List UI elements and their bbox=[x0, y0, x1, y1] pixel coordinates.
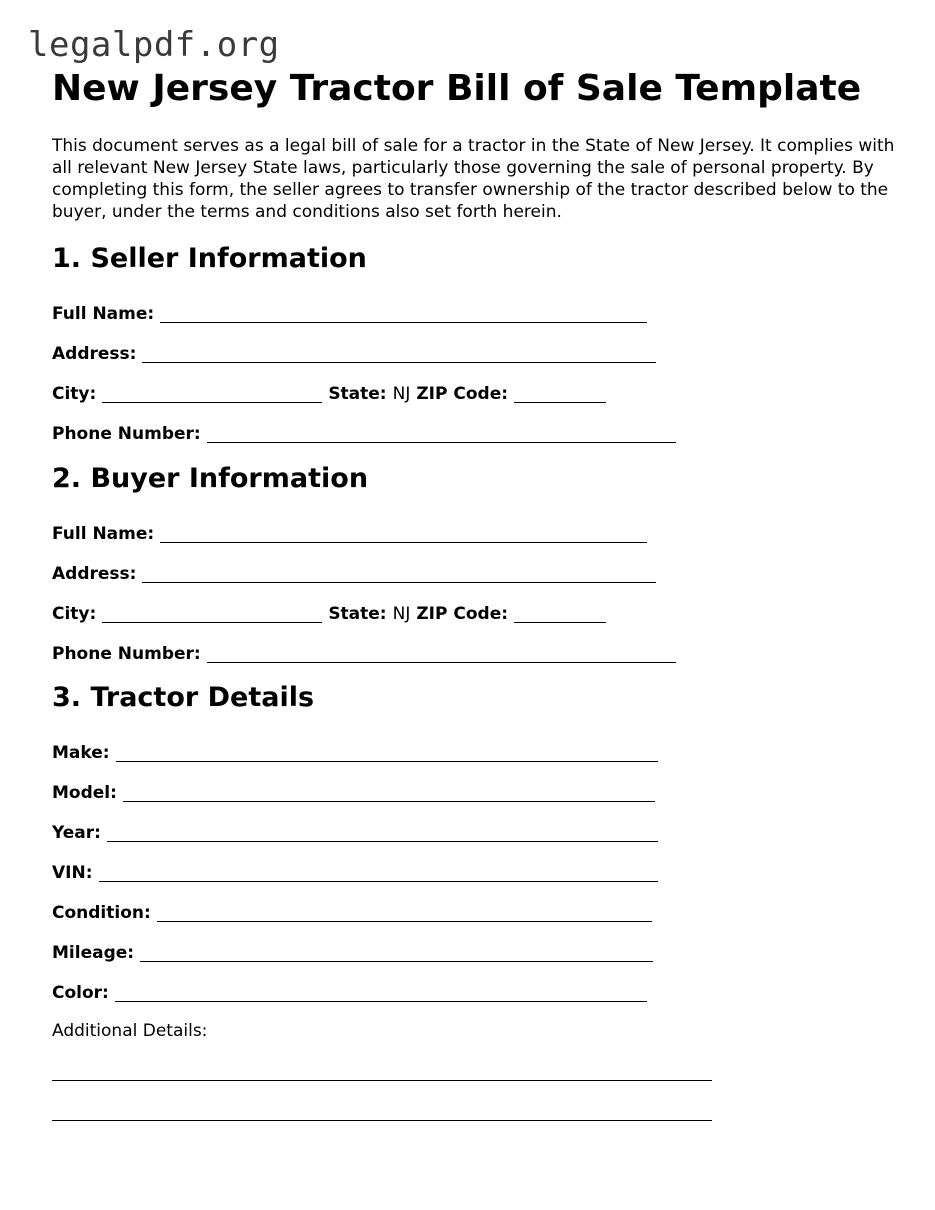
seller-zip-label: ZIP Code: bbox=[416, 384, 509, 404]
seller-phone-field[interactable] bbox=[207, 424, 676, 443]
tractor-mileage-row bbox=[52, 939, 653, 963]
seller-state-value: NJ bbox=[392, 384, 411, 404]
tractor-year-field[interactable] bbox=[107, 823, 658, 842]
tractor-model-row bbox=[52, 779, 655, 803]
buyer-full-name-label: Full Name: bbox=[52, 524, 155, 544]
tractor-make-field[interactable] bbox=[116, 743, 658, 762]
seller-section-heading: 1. Seller Information bbox=[52, 243, 367, 274]
tractor-model-label: Model: bbox=[52, 783, 117, 803]
buyer-phone-field[interactable] bbox=[207, 644, 676, 663]
seller-zip-field[interactable] bbox=[514, 384, 606, 403]
buyer-address-field[interactable] bbox=[142, 564, 656, 583]
seller-phone-row bbox=[52, 420, 676, 444]
buyer-phone-label: Phone Number: bbox=[52, 644, 201, 664]
intro-paragraph: This document serves as a legal bill of sale for a tractor in the State of New Jersey. It complies with all relevant New Jersey State laws, particularly those governing the sale of personal property. By completing this form, the seller agrees to transfer ownership of the tractor described below to the buyer, under the terms and conditions also set forth herein. bbox=[52, 136, 895, 222]
additional-details-label: Additional Details: bbox=[52, 1021, 208, 1041]
seller-city-state-zip-row bbox=[52, 380, 606, 404]
tractor-condition-label: Condition: bbox=[52, 903, 151, 923]
additional-details-line-2[interactable] bbox=[52, 1102, 712, 1121]
buyer-zip-label: ZIP Code: bbox=[416, 604, 509, 624]
tractor-make-row bbox=[52, 739, 658, 763]
page-title: New Jersey Tractor Bill of Sale Template bbox=[52, 68, 862, 109]
tractor-year-row bbox=[52, 819, 658, 843]
tractor-make-label: Make: bbox=[52, 743, 110, 763]
tractor-vin-row bbox=[52, 859, 658, 883]
buyer-city-field[interactable] bbox=[102, 604, 322, 623]
seller-city-label: City: bbox=[52, 384, 97, 404]
buyer-state-value: NJ bbox=[392, 604, 411, 624]
buyer-state-label: State: bbox=[328, 604, 387, 624]
tractor-color-label: Color: bbox=[52, 983, 109, 1003]
buyer-full-name-row bbox=[52, 520, 647, 544]
buyer-address-row bbox=[52, 560, 656, 584]
seller-state-label: State: bbox=[328, 384, 387, 404]
seller-address-row bbox=[52, 340, 656, 364]
seller-address-label: Address: bbox=[52, 344, 137, 364]
tractor-vin-label: VIN: bbox=[52, 863, 93, 883]
tractor-model-field[interactable] bbox=[123, 783, 655, 802]
tractor-condition-row bbox=[52, 899, 652, 923]
buyer-city-state-zip-row bbox=[52, 600, 606, 624]
buyer-full-name-field[interactable] bbox=[160, 524, 647, 543]
seller-full-name-row bbox=[52, 300, 647, 324]
seller-full-name-label: Full Name: bbox=[52, 304, 155, 324]
tractor-vin-field[interactable] bbox=[99, 863, 658, 882]
buyer-city-label: City: bbox=[52, 604, 97, 624]
tractor-color-field[interactable] bbox=[115, 983, 647, 1002]
buyer-section-heading: 2. Buyer Information bbox=[52, 463, 369, 494]
tractor-condition-field[interactable] bbox=[157, 903, 652, 922]
buyer-zip-field[interactable] bbox=[514, 604, 606, 623]
seller-phone-label: Phone Number: bbox=[52, 424, 201, 444]
tractor-section-heading: 3. Tractor Details bbox=[52, 682, 315, 713]
tractor-mileage-label: Mileage: bbox=[52, 943, 135, 963]
tractor-year-label: Year: bbox=[52, 823, 101, 843]
buyer-address-label: Address: bbox=[52, 564, 137, 584]
additional-details-line-1[interactable] bbox=[52, 1062, 712, 1081]
watermark: legalpdf.org bbox=[28, 25, 280, 65]
tractor-mileage-field[interactable] bbox=[140, 943, 653, 962]
tractor-color-row bbox=[52, 979, 647, 1003]
seller-address-field[interactable] bbox=[142, 344, 656, 363]
seller-city-field[interactable] bbox=[102, 384, 322, 403]
buyer-phone-row bbox=[52, 640, 676, 664]
seller-full-name-field[interactable] bbox=[160, 304, 647, 323]
